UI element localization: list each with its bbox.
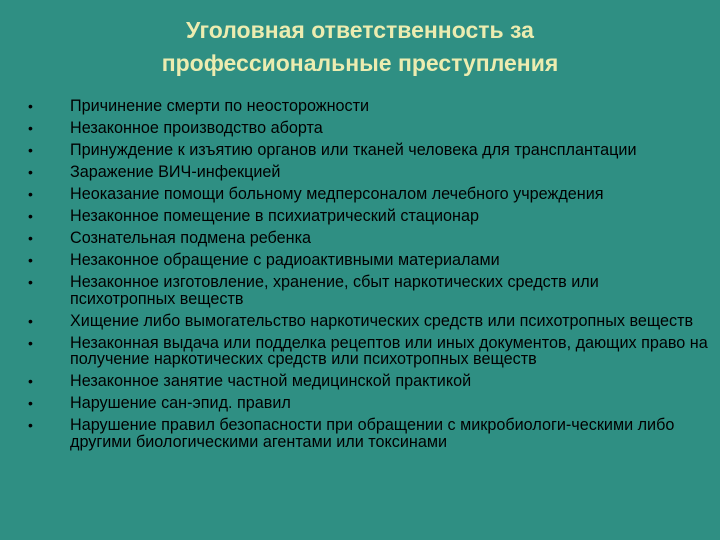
bullet-icon: •	[28, 186, 33, 202]
bullet-icon: •	[28, 274, 33, 290]
list-item	[0, 164, 720, 181]
bullet-icon: •	[28, 334, 33, 351]
list-item	[0, 186, 720, 203]
list-item	[0, 417, 720, 450]
list-item-text: Неоказание помощи больному медперсоналом лечебного учреждения	[70, 185, 604, 203]
bullet-icon: •	[28, 252, 33, 268]
list-item	[0, 274, 720, 307]
list-item	[0, 252, 720, 269]
list-item-text: Нарушение сан-эпид. правил	[70, 394, 291, 412]
list-item-text: Незаконное производство аборта	[70, 119, 323, 137]
list-item-text: Причинение смерти по неосторожности	[70, 97, 370, 115]
list-item-text: Хищение либо вымогательство наркотических средств или психотропных веществ	[70, 311, 694, 330]
slide-title-line-1: Уголовная ответственность за	[186, 17, 534, 43]
bullet-icon: •	[28, 164, 33, 180]
list-item	[0, 98, 720, 115]
list-item-text: Нарушение правил безопасности при обращении с микробиологи-ческими либо другими биологическими агентами или токсинами	[70, 416, 675, 451]
list-item-text: Незаконное занятие частной медицинской практикой	[70, 372, 472, 390]
slide-title	[0, 14, 720, 80]
list-item	[0, 395, 720, 412]
list-item	[0, 142, 720, 159]
list-item-text: Сознательная подмена ребенка	[70, 229, 312, 247]
list-item	[0, 373, 720, 390]
list-item	[0, 230, 720, 247]
list-item-text: Принуждение к изъятию органов или тканей человека для трансплантации	[70, 141, 637, 159]
bullet-icon: •	[28, 230, 33, 246]
list-item	[0, 335, 720, 368]
list-item	[0, 120, 720, 137]
bullet-icon: •	[28, 395, 33, 411]
bullet-icon: •	[28, 142, 33, 158]
bullet-icon: •	[28, 417, 33, 433]
bullet-icon: •	[28, 98, 33, 114]
bullet-list	[0, 98, 720, 456]
list-item	[0, 208, 720, 225]
list-item-text: Незаконное изготовление, хранение, сбыт наркотических средств или психотропных веществ	[70, 273, 599, 308]
list-item-text: Заражение ВИЧ-инфекцией	[70, 163, 281, 181]
bullet-icon: •	[28, 120, 33, 136]
bullet-icon: •	[28, 312, 33, 329]
list-item-text: Незаконное помещение в психиатрический стационар	[70, 207, 479, 225]
bullet-icon: •	[28, 208, 33, 224]
list-item	[0, 313, 720, 330]
list-item-text: Незаконное обращение с радиоактивными материалами	[70, 251, 500, 269]
list-item-text: Незаконная выдача или подделка рецептов или иных документов, дающих право на получение наркотических средств или психотропных веществ	[70, 333, 708, 368]
bullet-icon: •	[28, 373, 33, 389]
slide-title-line-2: профессиональные преступления	[161, 50, 559, 76]
